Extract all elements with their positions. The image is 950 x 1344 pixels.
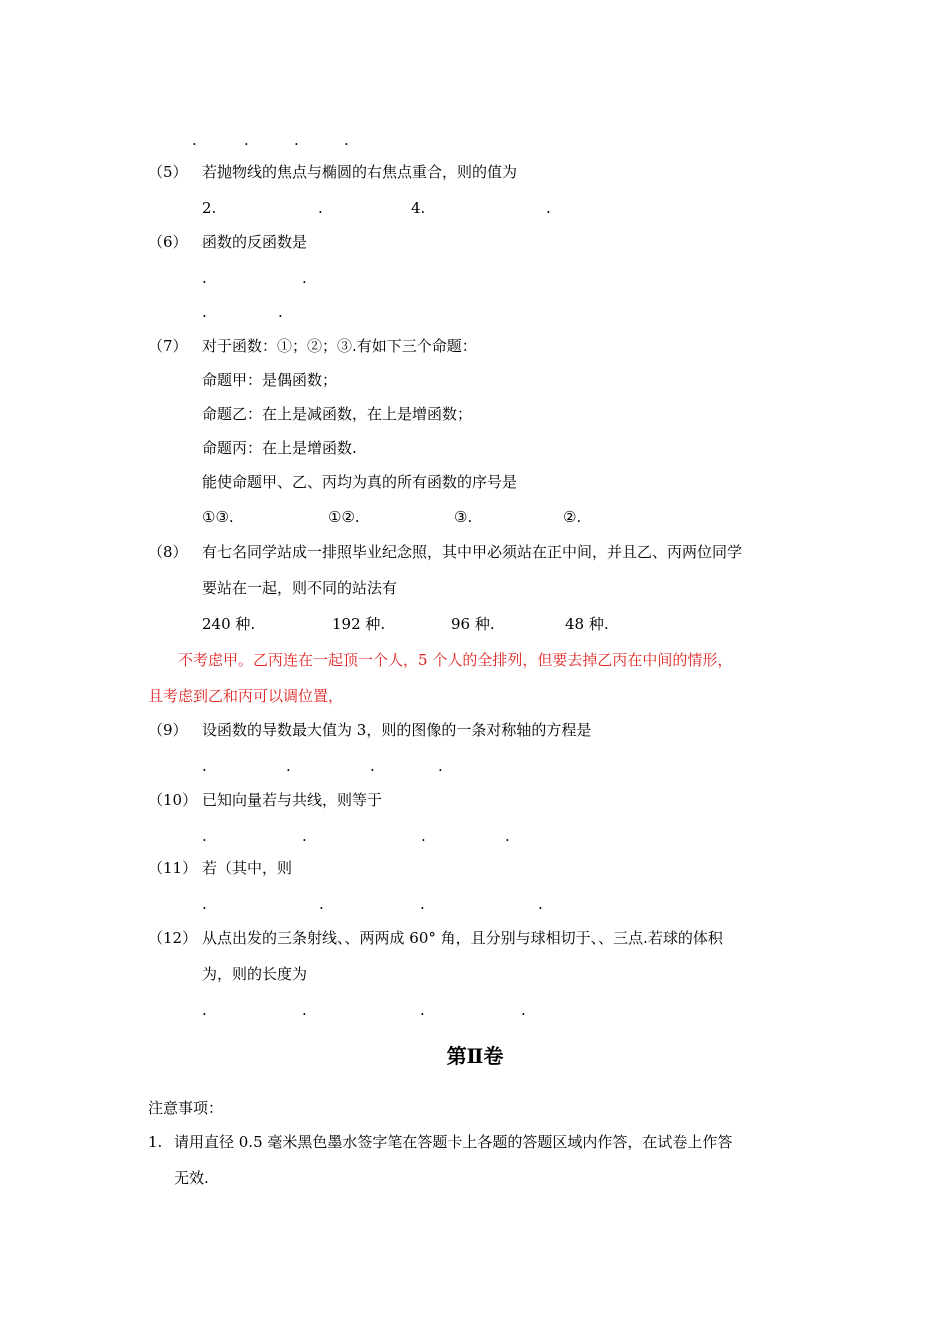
q9-stem: 设函数的导数最大值为 3，则的图像的一条对称轴的方程是 <box>202 721 592 739</box>
q8-solution-note-1: 不考虑甲。乙丙连在一起顶一个人，5 个人的全排列，但要去掉乙丙在中间的情形， <box>178 651 733 669</box>
q8-option-d: 48 种. <box>565 615 609 633</box>
q8-stem-cont: 要站在一起，则不同的站法有 <box>202 579 398 597</box>
q12-option-d: . <box>521 1001 526 1019</box>
q9-option-c: . <box>370 757 375 775</box>
q7-option-d: ②. <box>563 508 582 526</box>
q6-option-b: . <box>302 269 307 287</box>
q12-number: （12） <box>148 929 198 947</box>
q7-line-4: 能使命题甲、乙、丙均为真的所有函数的序号是 <box>202 473 518 491</box>
q6-stem: 函数的反函数是 <box>202 233 308 251</box>
q7-option-c: ③. <box>454 508 473 526</box>
q8-number: （8） <box>148 543 188 561</box>
q5-option-c: 4. <box>411 199 426 217</box>
q11-number: （11） <box>148 859 198 877</box>
q9-option-a: . <box>202 757 207 775</box>
q5-option-a: 2. <box>202 199 217 217</box>
notice-item-number: 1. <box>148 1133 163 1151</box>
section-title: 第Ⅱ卷 <box>446 1044 504 1068</box>
q11-option-d: . <box>538 895 543 913</box>
q5-option-b: . <box>318 199 323 217</box>
q8-option-b: 192 种. <box>332 615 386 633</box>
q4-option-d: . <box>344 131 349 149</box>
q8-solution-note-2: 且考虑到乙和丙可以调位置， <box>148 687 344 705</box>
q7-stem: 对于函数：①；②；③.有如下三个命题： <box>202 337 477 355</box>
q7-number: （7） <box>148 337 188 355</box>
q12-stem: 从点出发的三条射线、、两两成 60° 角，且分别与球相切于、、三点.若球的体积 <box>202 929 723 947</box>
q9-number: （9） <box>148 721 188 739</box>
q10-number: （10） <box>148 791 198 809</box>
q11-option-b: . <box>319 895 324 913</box>
q11-option-c: . <box>420 895 425 913</box>
q5-option-d: . <box>546 199 551 217</box>
q4-option-b: . <box>244 131 249 149</box>
q6-option-c: . <box>202 303 207 321</box>
q8-stem: 有七名同学站成一排照毕业纪念照，其中甲必须站在正中间，并且乙、丙两位同学 <box>202 543 743 561</box>
q11-stem: 若（其中，则 <box>202 859 293 877</box>
q4-option-c: . <box>294 131 299 149</box>
q7-option-b: ①②. <box>328 508 360 526</box>
q10-stem: 已知向量若与共线，则等于 <box>202 791 383 809</box>
q7-option-a: ①③. <box>202 508 234 526</box>
q6-option-d: . <box>278 303 283 321</box>
q6-number: （6） <box>148 233 188 251</box>
q4-option-a: . <box>192 131 197 149</box>
q10-option-b: . <box>302 827 307 845</box>
q10-option-a: . <box>202 827 207 845</box>
q8-option-a: 240 种. <box>202 615 256 633</box>
notice-heading: 注意事项： <box>148 1099 224 1117</box>
q7-line-3: 命题丙：在上是增函数. <box>202 439 357 457</box>
q8-option-c: 96 种. <box>451 615 495 633</box>
q12-option-c: . <box>420 1001 425 1019</box>
notice-item-text-cont: 无效. <box>174 1169 209 1187</box>
q6-option-a: . <box>202 269 207 287</box>
q11-option-a: . <box>202 895 207 913</box>
q7-line-2: 命题乙：在上是减函数，在上是增函数； <box>202 405 473 423</box>
notice-item-text: 请用直径 0.5 毫米黑色墨水签字笔在答题卡上各题的答题区域内作答，在试卷上作答 <box>174 1133 733 1151</box>
q9-option-b: . <box>286 757 291 775</box>
q10-option-d: . <box>505 827 510 845</box>
q12-option-b: . <box>302 1001 307 1019</box>
q9-option-d: . <box>438 757 443 775</box>
q5-number: （5） <box>148 163 188 181</box>
q7-line-1: 命题甲：是偶函数； <box>202 371 338 389</box>
q10-option-c: . <box>421 827 426 845</box>
q12-stem-cont: 为，则的长度为 <box>202 965 308 983</box>
q12-option-a: . <box>202 1001 207 1019</box>
q5-stem: 若抛物线的焦点与椭圆的右焦点重合，则的值为 <box>202 163 518 181</box>
